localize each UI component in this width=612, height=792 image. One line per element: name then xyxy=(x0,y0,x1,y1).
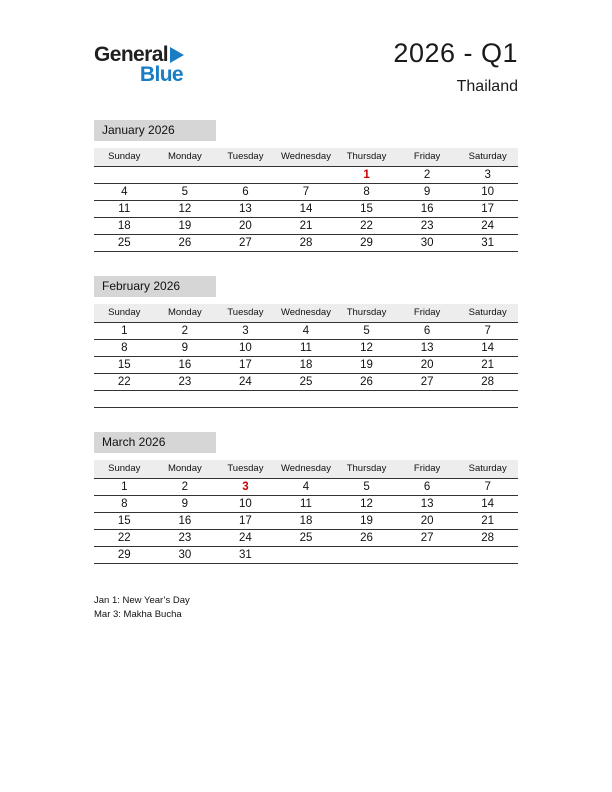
weekday-label: Thursday xyxy=(336,148,397,167)
weekday-label: Saturday xyxy=(457,304,518,323)
day-cell: 5 xyxy=(155,184,216,201)
day-cell: 10 xyxy=(215,496,276,513)
day-cell: 22 xyxy=(336,218,397,235)
day-cell: 7 xyxy=(457,479,518,496)
day-cell: 25 xyxy=(276,530,337,547)
day-cell: 29 xyxy=(336,235,397,252)
day-cell: 2 xyxy=(155,479,216,496)
day-cell-empty xyxy=(457,391,518,408)
day-cell: 16 xyxy=(155,357,216,374)
day-cell: 24 xyxy=(457,218,518,235)
holiday-note: Mar 3: Makha Bucha xyxy=(94,609,182,620)
day-cell-empty xyxy=(397,391,458,408)
weeks-body xyxy=(94,167,518,252)
day-cell: 15 xyxy=(94,513,155,530)
day-cell: 11 xyxy=(276,340,337,357)
day-cell: 23 xyxy=(155,374,216,391)
week-row xyxy=(94,496,518,513)
page-title: 2026 - Q1 xyxy=(393,38,518,68)
day-cell-empty xyxy=(397,547,458,564)
day-cell: 26 xyxy=(336,374,397,391)
day-cell: 6 xyxy=(397,323,458,340)
day-cell: 23 xyxy=(155,530,216,547)
logo-row xyxy=(94,44,184,65)
day-cell: 5 xyxy=(336,479,397,496)
day-cell-empty xyxy=(155,391,216,408)
day-cell: 16 xyxy=(155,513,216,530)
weekday-label: Wednesday xyxy=(276,304,337,323)
day-cell: 22 xyxy=(94,374,155,391)
day-cell: 1 xyxy=(94,479,155,496)
week-row xyxy=(94,374,518,391)
holiday-note: Jan 1: New Year’s Day xyxy=(94,595,190,606)
day-cell-empty xyxy=(276,391,337,408)
weekday-label: Friday xyxy=(397,148,458,167)
day-cell: 11 xyxy=(276,496,337,513)
day-cell: 5 xyxy=(336,323,397,340)
day-cell: 24 xyxy=(215,530,276,547)
month-section xyxy=(94,120,518,252)
day-cell-empty xyxy=(336,547,397,564)
weekday-label: Tuesday xyxy=(215,304,276,323)
day-cell: 9 xyxy=(155,496,216,513)
day-cell: 17 xyxy=(215,513,276,530)
day-cell: 30 xyxy=(397,235,458,252)
week-row xyxy=(94,357,518,374)
weekday-label: Friday xyxy=(397,460,458,479)
day-cell: 6 xyxy=(397,479,458,496)
day-cell: 26 xyxy=(336,530,397,547)
week-row xyxy=(94,235,518,252)
weekday-label: Tuesday xyxy=(215,460,276,479)
day-cell: 19 xyxy=(336,513,397,530)
day-cell: 7 xyxy=(457,323,518,340)
weekday-label: Sunday xyxy=(94,148,155,167)
week-row xyxy=(94,479,518,496)
day-cell: 25 xyxy=(94,235,155,252)
day-cell: 18 xyxy=(94,218,155,235)
day-cell: 15 xyxy=(94,357,155,374)
day-cell: 21 xyxy=(457,357,518,374)
day-cell: 23 xyxy=(397,218,458,235)
week-row xyxy=(94,201,518,218)
weekday-label: Friday xyxy=(397,304,458,323)
day-cell: 12 xyxy=(336,340,397,357)
week-row xyxy=(94,513,518,530)
day-cell: 13 xyxy=(215,201,276,218)
day-cell: 31 xyxy=(215,547,276,564)
day-cell-holiday: 3 xyxy=(215,479,276,496)
day-cell: 10 xyxy=(215,340,276,357)
day-cell-empty xyxy=(215,167,276,184)
weekday-label: Sunday xyxy=(94,460,155,479)
day-cell: 19 xyxy=(155,218,216,235)
weekday-row xyxy=(94,460,518,479)
day-cell: 2 xyxy=(397,167,458,184)
day-cell: 18 xyxy=(276,513,337,530)
week-row xyxy=(94,167,518,184)
day-cell: 15 xyxy=(336,201,397,218)
day-cell: 28 xyxy=(457,374,518,391)
day-cell: 21 xyxy=(457,513,518,530)
day-cell: 14 xyxy=(276,201,337,218)
day-cell: 4 xyxy=(94,184,155,201)
title-block xyxy=(393,36,518,96)
day-cell: 27 xyxy=(397,374,458,391)
week-row xyxy=(94,340,518,357)
day-cell: 8 xyxy=(94,340,155,357)
logo-text-blue: Blue xyxy=(139,63,184,86)
week-row xyxy=(94,530,518,547)
day-cell: 9 xyxy=(155,340,216,357)
page-header xyxy=(94,36,518,96)
day-cell: 11 xyxy=(94,201,155,218)
day-cell-empty xyxy=(94,167,155,184)
month-section xyxy=(94,276,518,408)
day-cell: 24 xyxy=(215,374,276,391)
day-cell: 12 xyxy=(336,496,397,513)
page-region: Thailand xyxy=(456,78,518,95)
week-row xyxy=(94,184,518,201)
day-cell: 13 xyxy=(397,496,458,513)
day-cell: 6 xyxy=(215,184,276,201)
day-cell: 28 xyxy=(457,530,518,547)
day-cell-holiday: 1 xyxy=(336,167,397,184)
day-cell: 13 xyxy=(397,340,458,357)
day-cell: 20 xyxy=(215,218,276,235)
day-cell-empty xyxy=(215,391,276,408)
day-cell: 18 xyxy=(276,357,337,374)
day-cell: 8 xyxy=(336,184,397,201)
weekday-row xyxy=(94,148,518,167)
weekday-label: Wednesday xyxy=(276,148,337,167)
week-row xyxy=(94,391,518,408)
day-cell: 30 xyxy=(155,547,216,564)
month-calendar xyxy=(94,460,518,564)
weeks-body xyxy=(94,323,518,408)
weekday-label: Monday xyxy=(155,304,216,323)
day-cell: 26 xyxy=(155,235,216,252)
weeks-body xyxy=(94,479,518,564)
day-cell: 7 xyxy=(276,184,337,201)
day-cell: 14 xyxy=(457,496,518,513)
day-cell-empty xyxy=(457,547,518,564)
day-cell: 20 xyxy=(397,513,458,530)
day-cell: 8 xyxy=(94,496,155,513)
weekday-label: Saturday xyxy=(457,148,518,167)
day-cell: 19 xyxy=(336,357,397,374)
day-cell: 17 xyxy=(215,357,276,374)
month-calendar xyxy=(94,148,518,252)
day-cell: 4 xyxy=(276,323,337,340)
day-cell: 9 xyxy=(397,184,458,201)
month-section xyxy=(94,432,518,564)
month-title: March 2026 xyxy=(94,432,216,453)
day-cell: 25 xyxy=(276,374,337,391)
day-cell: 21 xyxy=(276,218,337,235)
day-cell-empty xyxy=(336,391,397,408)
weekday-label: Wednesday xyxy=(276,460,337,479)
logo xyxy=(94,36,184,85)
weekday-label: Monday xyxy=(155,148,216,167)
day-cell: 27 xyxy=(397,530,458,547)
day-cell: 1 xyxy=(94,323,155,340)
day-cell: 22 xyxy=(94,530,155,547)
day-cell-empty xyxy=(276,167,337,184)
logo-text-general: General xyxy=(94,43,169,66)
logo-triangle-icon xyxy=(170,47,184,63)
week-row xyxy=(94,218,518,235)
month-calendar xyxy=(94,304,518,408)
weekday-row xyxy=(94,304,518,323)
day-cell: 27 xyxy=(215,235,276,252)
day-cell-empty xyxy=(94,391,155,408)
weekday-label: Tuesday xyxy=(215,148,276,167)
day-cell-empty xyxy=(276,547,337,564)
weekday-label: Monday xyxy=(155,460,216,479)
weekday-label: Saturday xyxy=(457,460,518,479)
day-cell: 20 xyxy=(397,357,458,374)
day-cell: 31 xyxy=(457,235,518,252)
day-cell: 2 xyxy=(155,323,216,340)
day-cell: 14 xyxy=(457,340,518,357)
weekday-label: Thursday xyxy=(336,304,397,323)
week-row xyxy=(94,323,518,340)
weekday-label: Thursday xyxy=(336,460,397,479)
day-cell-empty xyxy=(155,167,216,184)
day-cell: 28 xyxy=(276,235,337,252)
weekday-label: Sunday xyxy=(94,304,155,323)
day-cell: 3 xyxy=(215,323,276,340)
month-title: January 2026 xyxy=(94,120,216,141)
month-title: February 2026 xyxy=(94,276,216,297)
day-cell: 3 xyxy=(457,167,518,184)
day-cell: 29 xyxy=(94,547,155,564)
holiday-notes xyxy=(94,594,518,622)
months xyxy=(94,120,518,564)
day-cell: 17 xyxy=(457,201,518,218)
day-cell: 12 xyxy=(155,201,216,218)
week-row xyxy=(94,547,518,564)
day-cell: 4 xyxy=(276,479,337,496)
day-cell: 16 xyxy=(397,201,458,218)
day-cell: 10 xyxy=(457,184,518,201)
